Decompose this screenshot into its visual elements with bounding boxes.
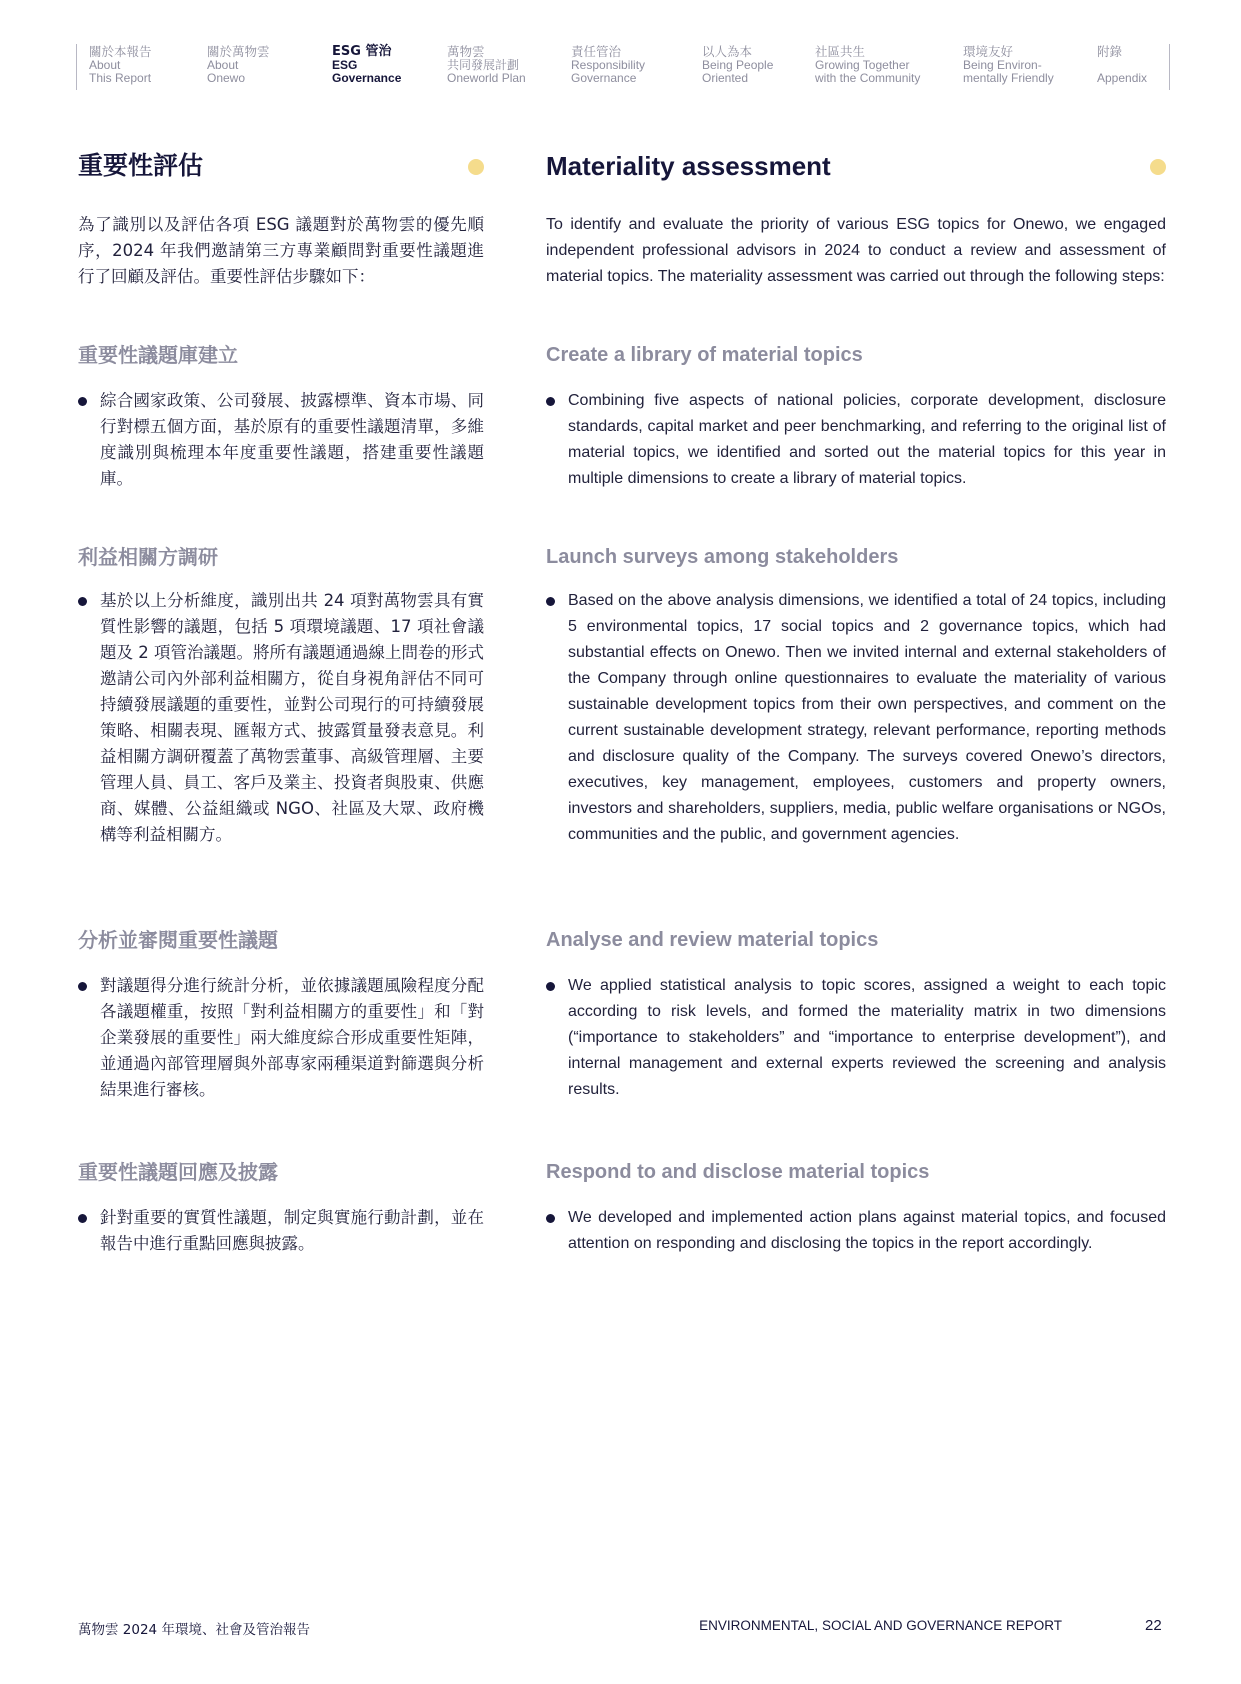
nav-label-en: About: [89, 58, 121, 72]
bullet-text: Based on the above analysis dimensions, we identified a total of 24 topics, including 5 environmental topics, 17 social topics and 2 governance topics, which had substantial effects on Onewo. Then we invited internal and external stakeholders of the Company through online questionnaires to evaluate the materiality of various sustainable development topics from their own perspectives, and comment on the current sustainable development strategy, relevant performance, reporting methods and disclosure quality of the Company. The surveys covered Onewo’s directors, executives, key management, employees, customers and property owners, investors and shareholders, suppliers, media, public welfare organisations or NGOs, communities and the public, and government agencies.: [568, 592, 1166, 843]
bullet-dot: [546, 982, 555, 991]
bullet-text: 對議題得分進行統計分析，並依據議題風險程度分配各議題權重，按照「對利益相關方的重要性」和「對企業發展的重要性」兩大維度綜合形成重要性矩陣，並通過內部管理層與外部專家兩種渠道對篩選與分析結果進行審核。: [100, 976, 484, 1099]
bullet-item: [546, 388, 1166, 492]
nav-label-zh: 責任管治: [571, 44, 622, 59]
top-navigation: [76, 44, 1170, 90]
nav-item-growing-together[interactable]: [815, 44, 920, 85]
nav-label-en: Oriented: [702, 71, 749, 85]
step-heading-zh: 利益相關方調研: [78, 545, 218, 569]
step-heading-zh: 重要性議題庫建立: [78, 343, 238, 367]
step-item-zh: [78, 1205, 484, 1257]
page-title-zh: 重要性評估: [78, 151, 204, 180]
nav-label-en: Governance: [571, 71, 637, 85]
nav-label-en: 共同發展計劃: [447, 58, 520, 72]
step-item-zh: [78, 588, 484, 848]
nav-label-en: Governance: [332, 71, 402, 85]
nav-item-about-onewo[interactable]: [207, 44, 270, 85]
nav-label-en: Growing Together: [815, 58, 910, 72]
nav-label-en: mentally Friendly: [963, 71, 1054, 85]
bullet-item: [546, 588, 1166, 848]
nav-label-en: Responsibility: [571, 58, 646, 72]
bullet-item: [78, 1205, 484, 1257]
bullet-text: We applied statistical analysis to topic scores, assigned a weight to each topic according to risk levels, and formed the materiality matrix in two dimensions (“importance to stakeholders” and “importance to enterprise development”), and internal management and external experts reviewed the screening and analysis results.: [568, 977, 1166, 1098]
nav-label-en: This Report: [89, 71, 152, 85]
bullet-dot: [78, 397, 87, 406]
nav-item-responsibility-governance[interactable]: [571, 44, 645, 85]
step-item-en: [546, 1205, 1166, 1257]
nav-item-esg-governance[interactable]: [332, 44, 401, 85]
nav-label-en: Oneworld Plan: [447, 71, 526, 85]
footer-report-title-zh: 萬物雲 2024 年環境、社會及管治報告: [78, 1622, 310, 1638]
nav-label-zh: 社區共生: [815, 44, 866, 59]
step-item-en: [546, 973, 1166, 1103]
nav-item-environmentally-friendly[interactable]: [963, 44, 1054, 85]
bullet-text: We developed and implemented action plans against material topics, and focused attention on responding and disclosing the topics in the report accordingly.: [568, 1209, 1166, 1252]
step-heading-zh: 分析並審閱重要性議題: [78, 928, 278, 952]
nav-label-zh: ESG 管治: [332, 44, 392, 59]
chinese-column: [78, 146, 484, 1253]
bullet-item: [546, 973, 1166, 1103]
nav-label-en: About: [207, 58, 239, 72]
nav-label-zh: 關於萬物雲: [207, 44, 270, 59]
nav-label-zh: 環境友好: [963, 44, 1014, 59]
nav-item-about-report[interactable]: [89, 44, 152, 85]
nav-label-en: Being People: [702, 58, 774, 72]
step-heading-en: Create a library of material topics: [546, 344, 863, 366]
bullet-dot: [546, 597, 555, 606]
step-item-en: [546, 388, 1166, 492]
page-title-en: Materiality assessment: [546, 151, 831, 181]
step-item-zh: [78, 973, 484, 1103]
nav-item-being-people-oriented[interactable]: [702, 44, 773, 85]
footer-report-title-en: ENVIRONMENTAL, SOCIAL AND GOVERNANCE REPORT: [699, 1618, 1062, 1633]
nav-label-en: Appendix: [1097, 71, 1148, 85]
bullet-dot: [546, 1214, 555, 1223]
nav-item-appendix[interactable]: [1097, 44, 1147, 85]
step-heading-en: Launch surveys among stakeholders: [546, 546, 899, 568]
bullet-dot: [78, 597, 87, 606]
bullet-item: [546, 1205, 1166, 1257]
nav-label-zh: 附錄: [1097, 44, 1123, 59]
bullet-text: 基於以上分析維度，識別出共 24 項對萬物雲具有實質性影響的議題，包括 5 項環境議題、17 項社會議題及 2 項管治議題。將所有議題通過線上問卷的形式邀請公司內外部利益相關方，從自身視角評估不同可持續發展議題的重要性，並對公司現行的可持續發展策略、相關表現、匯報方式、披露質量發表意見。利益相關方調研覆蓋了萬物雲董事、高級管理層、主要管理人員、員工、客戶及業主、投資者與股東、供應商、媒體、公益組織或 NGO、社區及大眾、政府機構等利益相關方。: [100, 591, 484, 844]
step-item-en: [546, 588, 1166, 848]
nav-label-zh: 萬物雲: [447, 44, 485, 59]
nav-label-en: with the Community: [815, 71, 921, 85]
bullet-item: [78, 588, 484, 848]
bullet-item: [78, 388, 484, 492]
page-number: 22: [1145, 1617, 1162, 1634]
step-heading-zh: 重要性議題回應及披露: [78, 1160, 278, 1184]
accent-dot: [1150, 159, 1166, 175]
nav-label-en: Onewo: [207, 71, 246, 85]
step-heading-en: Analyse and review material topics: [546, 929, 879, 951]
nav-label-en: ESG: [332, 58, 358, 72]
english-column: [546, 146, 1166, 1252]
title-row-en: [546, 146, 1166, 186]
bullet-item: [78, 973, 484, 1103]
bullet-text: 針對重要的實質性議題，制定與實施行動計劃，並在報告中進行重點回應與披露。: [100, 1208, 484, 1253]
nav-label-zh: 以人為本: [702, 44, 753, 59]
accent-dot: [468, 159, 484, 175]
title-row-zh: [78, 146, 484, 186]
nav-item-oneworld-plan[interactable]: [447, 44, 526, 85]
bullet-dot: [78, 982, 87, 991]
nav-label-en: Being Environ-: [963, 58, 1042, 72]
intro-paragraph-en: To identify and evaluate the priority of various ESG topics for Onewo, we engaged independent professional advisors in 2024 to conduct a review and assessment of material topics. The materiality assessment was carried out through the following steps:: [546, 216, 1166, 285]
bullet-dot: [78, 1214, 87, 1223]
bullet-text: Combining five aspects of national policies, corporate development, disclosure standards, capital market and peer benchmarking, and referring to the original list of material topics, we identified and sorted out the material topics for this year in multiple dimensions to create a library of material topics.: [568, 392, 1166, 487]
step-heading-en: Respond to and disclose material topics: [546, 1161, 930, 1183]
bullet-text: 綜合國家政策、公司發展、披露標準、資本市場、同行對標五個方面，基於原有的重要性議題清單，多維度識別與梳理本年度重要性議題，搭建重要性議題庫。: [100, 391, 484, 488]
nav-label-zh: 關於本報告: [89, 44, 152, 59]
bullet-dot: [546, 397, 555, 406]
intro-paragraph-zh: 為了識別以及評估各項 ESG 議題對於萬物雲的優先順序，2024 年我們邀請第三方專業顧問對重要性議題進行了回顧及評估。重要性評估步驟如下：: [78, 215, 484, 286]
step-item-zh: [78, 388, 484, 492]
